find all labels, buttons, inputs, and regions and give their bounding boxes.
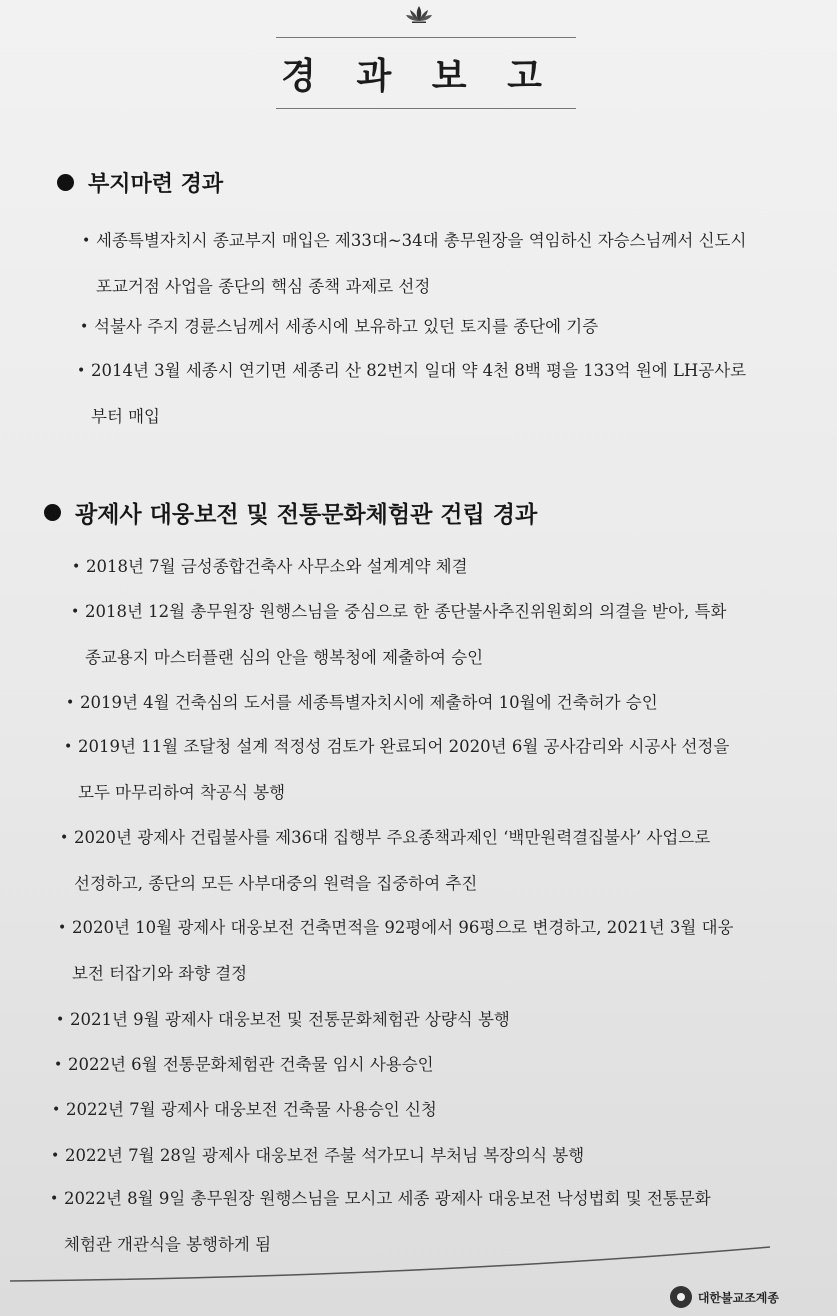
bullet-icon: • xyxy=(77,363,86,379)
section-heading-construction xyxy=(44,496,537,529)
bullet-icon: • xyxy=(54,1057,63,1073)
bullet-icon: • xyxy=(71,604,80,620)
section-bullet-icon xyxy=(57,174,74,191)
bullet-icon: • xyxy=(80,319,89,335)
list-item: • 2018년 12월 총무원장 원행스님을 중심으로 한 종단불사추진위원회의 의결을 받아, 특화 종교용지 마스터플랜 심의 안을 행복청에 제출하여 승인 xyxy=(85,589,726,681)
bullet-icon: • xyxy=(72,559,81,575)
bullet-icon: • xyxy=(60,830,69,846)
section-heading-text: 광제사 대웅보전 및 전통문화체험관 건립 경과 xyxy=(75,502,538,528)
list-item: • 2020년 10월 광제사 대웅보전 건축면적을 92평에서 96평으로 변경하고, 2021년 3월 대웅 보전 터잡기와 좌향 결정 xyxy=(72,905,733,997)
bullet-icon: • xyxy=(50,1191,59,1207)
bullet-icon: • xyxy=(51,1148,60,1164)
section-heading-land xyxy=(57,167,223,198)
order-emblem-icon xyxy=(670,1286,692,1308)
title-rule-top xyxy=(276,37,576,38)
footer-logo xyxy=(670,1286,779,1308)
title-rule-bottom xyxy=(276,108,576,109)
footer-org-name: 대한불교조계종 xyxy=(697,1290,779,1305)
list-item: • 2022년 7월 광제사 대웅보전 건축물 사용승인 신청 xyxy=(66,1087,437,1133)
list-item: • 2022년 8월 9일 총무원장 원행스님을 모시고 세종 광제사 대웅보전 낙성법회 및 전통문화 체험관 개관식을 봉행하게 됨 xyxy=(64,1176,711,1268)
bullet-icon: • xyxy=(52,1102,61,1118)
list-item: • 2014년 3월 세종시 연기면 세종리 산 82번지 일대 약 4천 8백 평을 133억 원에 LH공사로 부터 매입 xyxy=(91,348,746,440)
bullet-icon: • xyxy=(56,1012,65,1028)
bullet-icon: • xyxy=(82,233,91,249)
section-heading-text: 부지마련 경과 xyxy=(88,172,224,197)
list-item: • 2019년 4월 건축심의 도서를 세종특별자치시에 제출하여 10월에 건축허가 승인 xyxy=(80,680,658,726)
list-item: • 2022년 7월 28일 광제사 대웅보전 주불 석가모니 부처님 복장의식 봉행 xyxy=(65,1133,584,1179)
bottom-rule xyxy=(0,1245,837,1285)
list-item: • 2022년 6월 전통문화체험관 건축물 임시 사용승인 xyxy=(68,1042,434,1088)
bullet-icon: • xyxy=(66,695,75,711)
list-item: • 2019년 11월 조달청 설계 적정성 검토가 완료되어 2020년 6월 공사감리와 시공사 선정을 모두 마무리하여 착공식 봉행 xyxy=(78,724,729,816)
section-bullet-icon xyxy=(44,504,61,521)
page-title: 경 과 보 고 xyxy=(281,56,556,97)
list-item: • 세종특별자치시 종교부지 매입은 제33대~34대 총무원장을 역임하신 자승스님께서 신도시 포교거점 사업을 종단의 핵심 종책 과제로 선정 xyxy=(96,218,746,310)
list-item: • 2021년 9월 광제사 대웅보전 및 전통문화체험관 상량식 봉행 xyxy=(70,997,510,1043)
lotus-icon xyxy=(405,4,433,24)
bullet-icon: • xyxy=(64,739,73,755)
list-item: • 2018년 7월 금성종합건축사 사무소와 설계계약 체결 xyxy=(86,544,468,590)
list-item: • 2020년 광제사 건립불사를 제36대 집행부 주요종책과제인 ‘백만원력결집불사’ 사업으로 선정하고, 종단의 모든 사부대중의 원력을 집중하여 추진 xyxy=(74,815,710,907)
list-item: • 석불사 주지 경륜스님께서 세종시에 보유하고 있던 토지를 종단에 기증 xyxy=(94,304,598,350)
bullet-icon: • xyxy=(58,920,67,936)
